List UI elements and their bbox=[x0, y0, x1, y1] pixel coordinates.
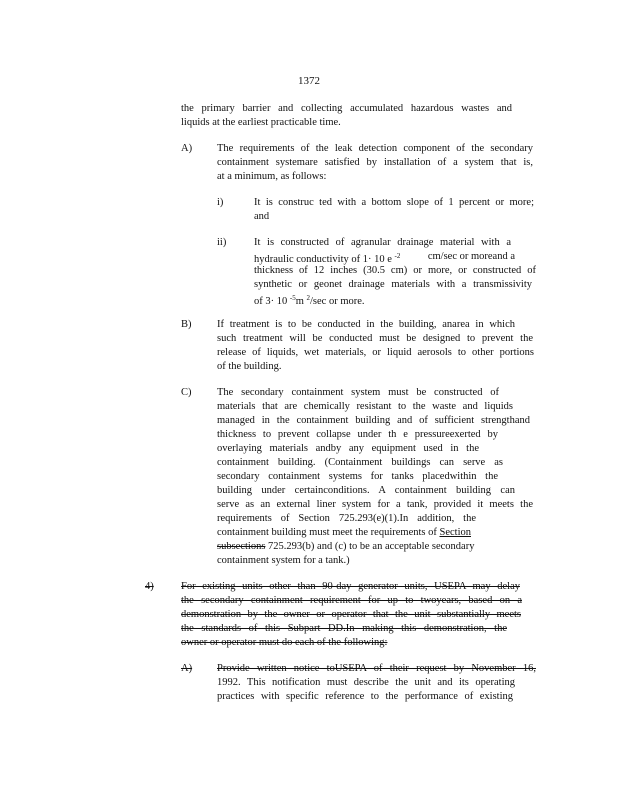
item-b-line-3: release of liquids, wet materials, or liquid aerosols to other portions bbox=[217, 347, 534, 358]
item-c-line-13: containment system for a tank.) bbox=[217, 555, 350, 566]
sub-i-label: i) bbox=[217, 197, 224, 208]
item-c-line-3: managed in the containment building and of sufficient strengthand bbox=[217, 415, 530, 426]
item-a-line-1: The requirements of the leak detection component of the secondary bbox=[217, 143, 533, 154]
item-c-label: C) bbox=[181, 387, 192, 398]
item-a-line-3: at a minimum, as follows: bbox=[217, 171, 327, 182]
item-c-line-8: building under certainconditions. A containment building can bbox=[217, 485, 515, 496]
struck-text: subsections bbox=[217, 541, 266, 552]
item-4a-line-3: practices with specific reference to the performance of existing bbox=[217, 691, 513, 702]
item-c-line-10: requirements of Section 725.293(e)(1).In addition, the bbox=[217, 513, 476, 524]
sub-i-line-1: It is construc ted with a bottom slope of 1 percent or more; bbox=[254, 197, 534, 208]
sub-ii-line-4: synthetic or geonet drainage materials with a transmissivity bbox=[254, 279, 532, 290]
superscript-exponent: -2 bbox=[394, 252, 401, 260]
sub-ii-line-1: It is constructed of agranular drainage material with a bbox=[254, 237, 511, 248]
item-b-line-4: of the building. bbox=[217, 361, 282, 372]
item-4-line-5: owner or operator must do each of the following: bbox=[181, 637, 388, 648]
item-4a-label: A) bbox=[181, 663, 193, 674]
sub-ii-line-3: thickness of 12 inches (30.5 cm) or more, or constructed of bbox=[254, 265, 536, 276]
item-c-line-4: thickness to prevent collapse under th e pressureexerted by bbox=[217, 429, 498, 440]
page-number: 1372 bbox=[298, 75, 320, 87]
item-c-line-2: materials that are chemically resistant to the waste and liquids bbox=[217, 401, 513, 412]
item-a-line-2: containment systemare satisfied by installation of a system that is, bbox=[217, 157, 533, 168]
item-b-line-1: If treatment is to be conducted in the building, anarea in which bbox=[217, 319, 515, 330]
item-c-line-12: subsections 725.293(b) and (c) to be an acceptable secondary bbox=[217, 541, 475, 552]
intro-line-1: the primary barrier and collecting accumulated hazardous wastes and bbox=[181, 103, 512, 114]
intro-line-2: liquids at the earliest practicable time. bbox=[181, 117, 341, 128]
sub-ii-line-5: of 3· 10 $^{-5}$m $^2$/sec or more. bbox=[254, 294, 365, 307]
item-c-line-11: containment building must meet the requirements of Section bbox=[217, 527, 471, 538]
sub-ii-label: ii) bbox=[217, 237, 227, 248]
item-4-line-1: For existing units other than 90-day generator units, USEPA may delay bbox=[181, 581, 520, 592]
item-c-line-5: overlaying materials andby any equipment used in the bbox=[217, 443, 479, 454]
item-4a-line-1: Provide written notice toUSEPA of their request by November 16, bbox=[217, 663, 536, 674]
sub-ii-line-2-a: hydraulic conductivity of 1· 10 e $^{-2}$ bbox=[254, 252, 401, 265]
item-b-line-2: such treatment will be conducted must be designed to prevent the bbox=[217, 333, 533, 344]
sub-ii-line-2-b: cm/sec or moreand a bbox=[427, 251, 515, 262]
item-4-line-2: the secondary containment requirement for up to twoyears, based on a bbox=[181, 595, 522, 606]
item-4-line-4: the standards of this Subpart DD.In making this demonstration, the bbox=[181, 623, 507, 634]
item-c-line-6: containment building. (Containment buildings can serve as bbox=[217, 457, 503, 468]
item-c-line-7: secondary containment systems for tanks placedwithin the bbox=[217, 471, 498, 482]
item-4-label: 4) bbox=[145, 581, 154, 592]
superscript-exponent: -5 bbox=[289, 294, 296, 302]
item-4-line-3: demonstration by the owner or operator that the unit substantially meets bbox=[181, 609, 521, 620]
sub-i-line-2: and bbox=[254, 211, 270, 222]
item-c-line-1: The secondary containment system must be constructed of bbox=[217, 387, 499, 398]
inserted-text: Section bbox=[439, 527, 471, 538]
item-b-label: B) bbox=[181, 319, 192, 330]
item-a-label: A) bbox=[181, 143, 193, 154]
superscript-exponent: 2 bbox=[306, 294, 311, 302]
item-4a-line-2: 1992. This notification must describe the unit and its operating bbox=[217, 677, 515, 688]
item-c-line-9: serve as an external liner system for a tank, provided it meets the bbox=[217, 499, 533, 510]
